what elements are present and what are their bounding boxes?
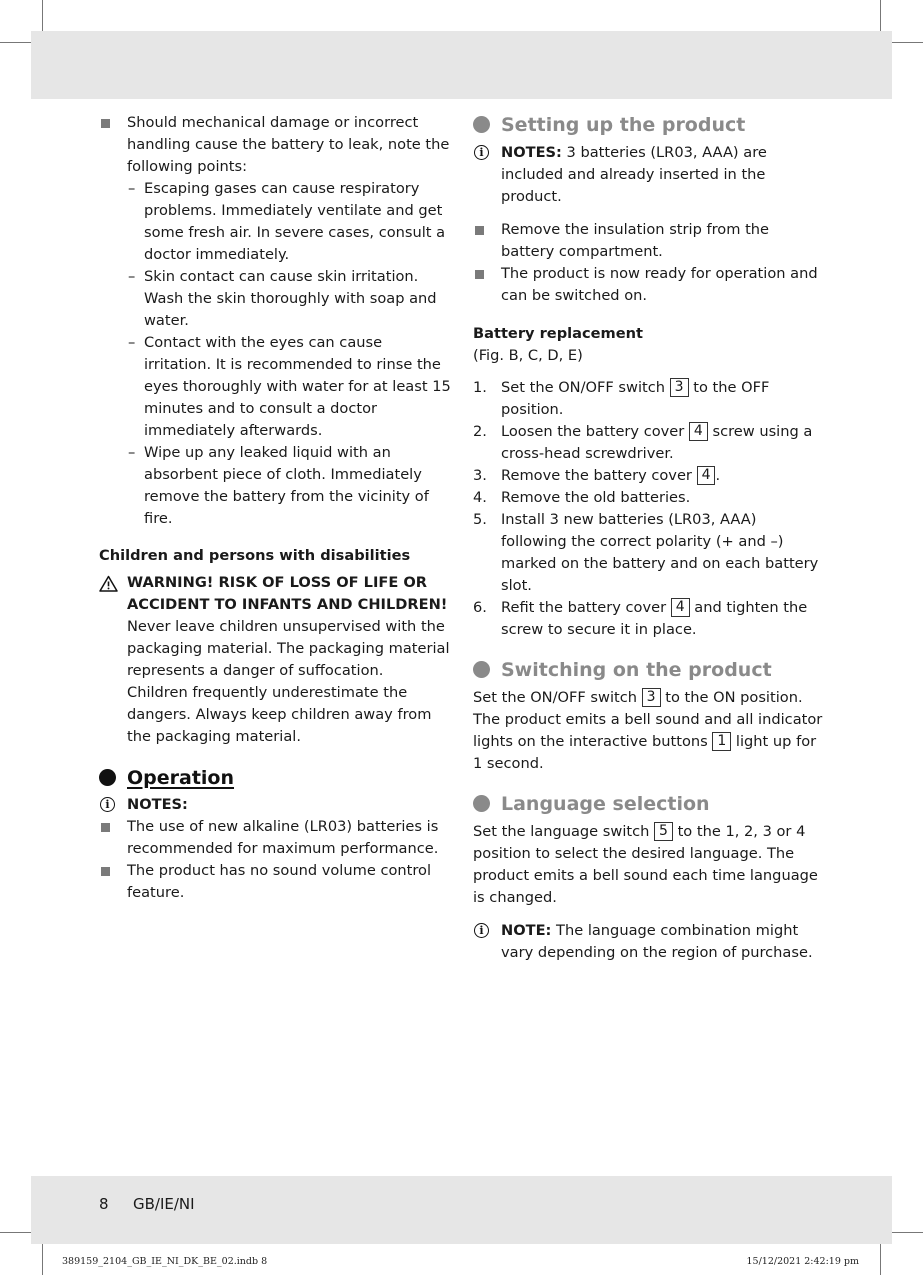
- setup-heading-text: Setting up the product: [501, 114, 746, 136]
- crop-mark: [0, 42, 31, 43]
- language-note-text: The language combination might vary depending on the region of purchase.: [501, 922, 813, 961]
- section-dot-icon: [473, 116, 490, 133]
- leak-point-text: Wipe up any leaked liquid with an absorbent piece of cloth. Immediately remove the battery from the vicinity of fire.: [144, 444, 429, 527]
- language-text: [473, 821, 823, 909]
- children-heading: Children and persons with disabilities: [99, 547, 411, 564]
- switching-heading: [473, 657, 823, 683]
- switching-text-a: Set the ON/OFF switch: [473, 689, 642, 706]
- battery-leak-item: [99, 112, 451, 178]
- step-number: 2.: [473, 423, 487, 440]
- part-ref-box: 4: [689, 422, 708, 441]
- setup-item: [473, 219, 823, 263]
- right-column: [473, 112, 823, 964]
- crop-mark: [0, 1232, 31, 1233]
- replacement-step: [473, 377, 823, 421]
- language-text-b: to the 1, 2, 3 or 4 position to select the desired language. The product emits a bell sound each time language is changed.: [473, 823, 818, 906]
- square-bullet-icon: [101, 119, 110, 128]
- language-heading-text: Language selection: [501, 793, 710, 815]
- step-text: [501, 487, 823, 509]
- section-dot-icon: [99, 769, 116, 786]
- dash-bullet-icon: –: [128, 444, 136, 461]
- replacement-step: [473, 487, 823, 509]
- leak-point: [99, 332, 451, 442]
- warning-title: WARNING! RISK OF LOSS OF LIFE OR ACCIDENT TO INFANTS AND CHILDREN!: [127, 574, 448, 613]
- part-ref-box: 5: [654, 822, 673, 841]
- step-text: [501, 509, 823, 597]
- crop-mark: [42, 1244, 43, 1275]
- step-number: 3.: [473, 467, 487, 484]
- info-icon: i: [474, 145, 489, 160]
- battery-replacement-figs: (Fig. B, C, D, E): [473, 347, 583, 364]
- switching-text-b: to the ON position. The product emits a bell sound and all indicator lights on the interactive buttons: [473, 689, 823, 750]
- info-icon: i: [474, 923, 489, 938]
- switching-text: [473, 687, 823, 775]
- dash-bullet-icon: –: [128, 180, 136, 197]
- step-text: [501, 421, 823, 465]
- language-heading: [473, 791, 823, 817]
- step-text-b: and tighten the screw to secure it in place.: [501, 599, 808, 638]
- step-text-b: to the OFF position.: [501, 379, 770, 418]
- battery-replacement-heading: Battery replacement: [473, 325, 644, 342]
- operation-heading-text: Operation: [127, 767, 235, 789]
- part-ref-box: 4: [697, 466, 716, 485]
- warning-block: [99, 572, 451, 748]
- step-text-a: Remove the battery cover: [501, 467, 697, 484]
- step-text-a: Remove the old batteries.: [501, 489, 691, 506]
- page-code: GB/IE/NI: [133, 1195, 195, 1213]
- setup-notes-text: 3 batteries (LR03, AAA) are included and already inserted in the product.: [501, 144, 767, 205]
- operation-heading: [99, 765, 451, 791]
- setup-notes: [473, 142, 823, 208]
- operation-note-text: The use of new alkaline (LR03) batteries is recommended for maximum performance.: [127, 818, 439, 857]
- step-text-b: screw using a cross-head screwdriver.: [501, 423, 813, 462]
- square-bullet-icon: [475, 226, 484, 235]
- crop-mark: [892, 42, 923, 43]
- leak-point: [99, 442, 451, 530]
- replacement-step: [473, 465, 823, 487]
- square-bullet-icon: [101, 823, 110, 832]
- square-bullet-icon: [101, 867, 110, 876]
- language-text-a: Set the language switch: [473, 823, 655, 840]
- setup-item: [473, 263, 823, 307]
- setup-item-text: Remove the insulation strip from the battery compartment.: [501, 221, 770, 260]
- step-text-a: Refit the battery cover: [501, 599, 671, 616]
- dash-bullet-icon: –: [128, 268, 136, 285]
- step-number: 4.: [473, 489, 487, 506]
- leak-point-text: Escaping gases can cause respiratory problems. Immediately ventilate and get some fresh air. In severe cases, consult a doctor immediately.: [144, 180, 446, 263]
- step-text-a: Loosen the battery cover: [501, 423, 689, 440]
- leak-point-text: Skin contact can cause skin irritation. Wash the skin thoroughly with soap and water.: [144, 268, 437, 329]
- step-text-b: .: [715, 467, 721, 484]
- operation-note-item: [99, 860, 451, 904]
- leak-point: [99, 178, 451, 266]
- step-text: [501, 597, 823, 641]
- part-ref-box: 3: [642, 688, 661, 707]
- children-text-2: Children frequently underestimate the dangers. Always keep children away from the packaging material.: [127, 684, 432, 745]
- step-text: [501, 377, 823, 421]
- leak-point: [99, 266, 451, 332]
- page-number: 8: [99, 1195, 109, 1213]
- section-dot-icon: [473, 795, 490, 812]
- replacement-steps: [473, 377, 823, 641]
- step-number: 5.: [473, 511, 487, 528]
- section-dot-icon: [473, 661, 490, 678]
- step-text: [501, 465, 823, 487]
- crop-mark: [880, 0, 881, 31]
- step-text-a: Set the ON/OFF switch: [501, 379, 670, 396]
- left-column: [99, 112, 451, 904]
- warning-triangle-icon: [99, 575, 118, 592]
- step-text-a: Install 3 new batteries (LR03, AAA) following the correct polarity (+ and –) marked on the battery and on each battery slot.: [501, 511, 819, 594]
- crop-mark: [892, 1232, 923, 1233]
- setup-item-text: The product is now ready for operation and can be switched on.: [501, 265, 818, 304]
- crop-mark: [42, 0, 43, 31]
- language-note: [473, 920, 823, 964]
- operation-note-item: [99, 816, 451, 860]
- leak-point-text: Contact with the eyes can cause irritation. It is recommended to rinse the eyes thoroughly with water for at least 15 minutes and to consult a doctor immediately afterwards.: [144, 334, 451, 439]
- square-bullet-icon: [475, 270, 484, 279]
- part-ref-box: 4: [671, 598, 690, 617]
- children-text-1: Never leave children unsupervised with the packaging material. The packaging material represents a danger of suffocation.: [127, 618, 450, 679]
- switching-heading-text: Switching on the product: [501, 659, 772, 681]
- replacement-step: [473, 597, 823, 641]
- part-ref-box: 3: [670, 378, 689, 397]
- battery-leak-intro: Should mechanical damage or incorrect handling cause the battery to leak, note the following points:: [127, 114, 450, 175]
- dash-bullet-icon: –: [128, 334, 136, 351]
- part-ref-box: 1: [712, 732, 731, 751]
- step-number: 1.: [473, 379, 487, 396]
- operation-note-text: The product has no sound volume control feature.: [127, 862, 432, 901]
- info-icon: i: [100, 797, 115, 812]
- print-file-name: 389159_2104_GB_IE_NI_DK_BE_02.indb 8: [62, 1256, 268, 1267]
- header-band: [31, 31, 892, 99]
- crop-mark: [880, 1244, 881, 1275]
- step-number: 6.: [473, 599, 487, 616]
- print-date: 15/12/2021 2:42:19 pm: [746, 1256, 859, 1267]
- notes-label: NOTES:: [501, 144, 562, 161]
- notes-label: NOTES:: [127, 796, 188, 813]
- operation-notes: [99, 794, 451, 816]
- switching-text-c: light up for 1 second.: [473, 733, 817, 772]
- setup-heading: [473, 112, 823, 138]
- replacement-step: [473, 421, 823, 465]
- replacement-step: [473, 509, 823, 597]
- note-label: NOTE:: [501, 922, 552, 939]
